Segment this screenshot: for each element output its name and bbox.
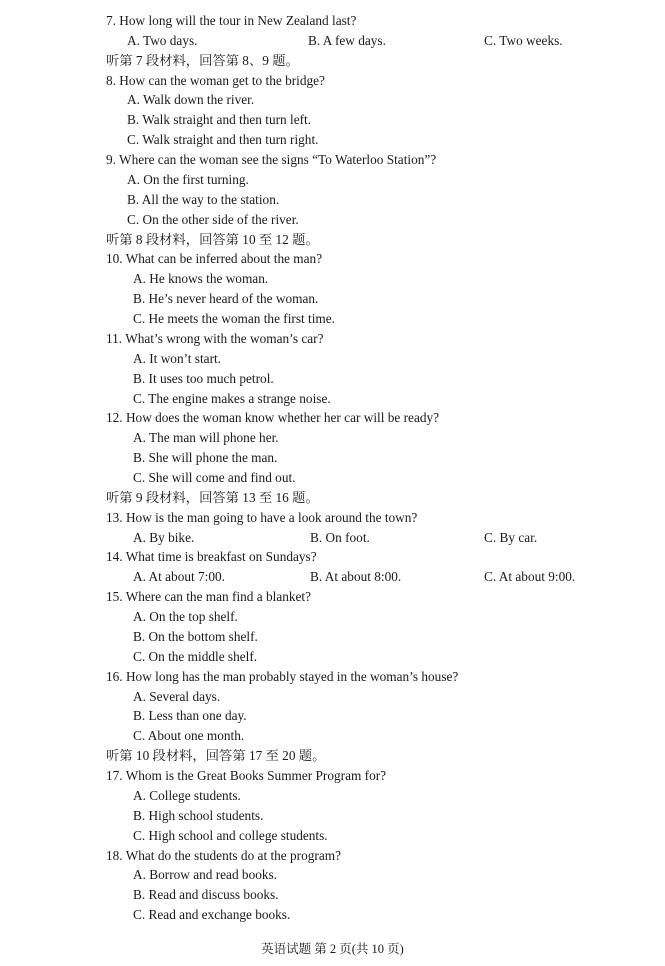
option-text: B. He’s never heard of the woman. — [133, 291, 319, 307]
option-a: A. At about 7:00. — [133, 569, 225, 585]
section-heading: 听第 8 段材料，回答第 10 至 12 题。 — [106, 231, 319, 247]
question-text: 14. What time is breakfast on Sundays? — [106, 549, 317, 565]
option-text: C. On the other side of the river. — [127, 211, 299, 227]
question-text: 12. How does the woman know whether her car will be ready? — [106, 410, 440, 426]
question-text: 10. What can be inferred about the man? — [106, 251, 323, 267]
option-text: A. The man will phone her. — [133, 430, 279, 446]
option-text: A. It won’t start. — [133, 350, 222, 366]
option-text: B. Walk straight and then turn left. — [127, 112, 312, 128]
option-text: B. On the bottom shelf. — [133, 628, 258, 644]
option-text: C. Walk straight and then turn right. — [127, 132, 319, 148]
question-text: 8. How can the woman get to the bridge? — [106, 72, 325, 88]
option-text: C. Read and exchange books. — [133, 907, 291, 923]
question-text: 18. What do the students do at the program? — [106, 847, 341, 863]
option-text: A. Borrow and read books. — [133, 867, 278, 883]
section-heading: 听第 10 段材料，回答第 17 至 20 题。 — [106, 748, 326, 764]
option-c: C. At about 9:00. — [484, 569, 576, 585]
question-text: 17. Whom is the Great Books Summer Program for? — [106, 768, 387, 784]
option-text: C. About one month. — [133, 728, 245, 744]
option-text: A. Walk down the river. — [127, 92, 255, 108]
option-text: C. She will come and find out. — [133, 470, 296, 485]
option-b: B. At about 8:00. — [310, 569, 402, 585]
question-text: 15. Where can the man find a blanket? — [106, 589, 312, 605]
option-text: A. Several days. — [133, 688, 221, 704]
question-text: 16. How long has the man probably stayed in the woman’s house? — [106, 668, 459, 684]
option-c: C. Two weeks. — [484, 32, 563, 48]
option-b: B. A few days. — [308, 32, 386, 48]
option-text: C. He meets the woman the first time. — [133, 311, 335, 327]
option-text: A. On the first turning. — [127, 171, 249, 187]
option-a: A. Two days. — [127, 32, 198, 48]
section-heading: 听第 9 段材料，回答第 13 至 16 题。 — [106, 489, 319, 505]
option-a: A. By bike. — [133, 529, 195, 545]
question-text: 13. How is the man going to have a look around the town? — [106, 509, 418, 525]
question-text: 9. Where can the woman see the signs “To Waterloo Station”? — [106, 152, 437, 168]
option-text: B. Less than one day. — [133, 708, 247, 724]
option-c: C. By car. — [484, 529, 538, 545]
option-text: A. On the top shelf. — [133, 609, 238, 625]
option-text: B. It uses too much petrol. — [133, 370, 274, 386]
option-text: B. She will phone the man. — [133, 450, 278, 466]
option-text: B. All the way to the station. — [127, 191, 280, 207]
question-text: 7. How long will the tour in New Zealand last? — [106, 13, 357, 28]
section-heading: 听第 7 段材料，回答第 8、9 题。 — [106, 52, 299, 68]
option-text: B. High school students. — [133, 807, 264, 823]
page-footer: 英语试题 第 2 页(共 10 页) — [261, 942, 404, 956]
option-b: B. On foot. — [310, 529, 370, 545]
option-text: C. High school and college students. — [133, 827, 328, 843]
option-text: A. College students. — [133, 787, 241, 803]
option-text: B. Read and discuss books. — [133, 887, 279, 903]
option-text: C. On the middle shelf. — [133, 648, 258, 664]
option-text: C. The engine makes a strange noise. — [133, 390, 331, 406]
option-text: A. He knows the woman. — [133, 271, 269, 287]
question-text: 11. What’s wrong with the woman’s car? — [106, 330, 324, 346]
